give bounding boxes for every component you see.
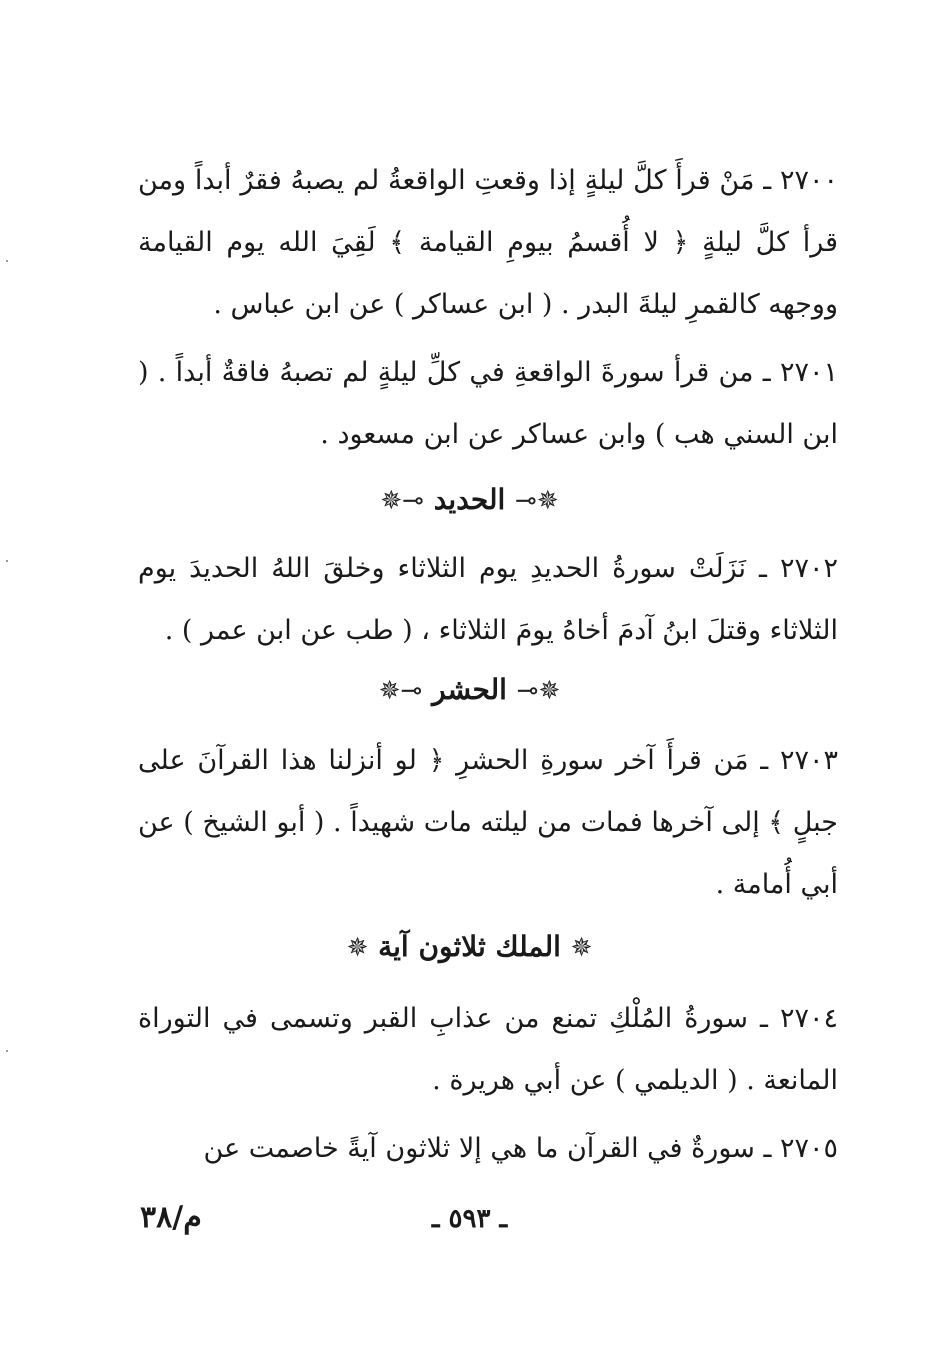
hadith-2701: ٢٧٠١ ـ من قرأ سورةَ الواقعةِ في كلِّ ليلةٍ لم تصبهُ فاقةٌ أبداً . ( ابن السني هب ) وابن عساكر عن ابن مسعود .: [138, 357, 838, 450]
ornament-left: ⊸✵: [378, 676, 423, 706]
signature-mark: م/٣٨: [140, 1200, 202, 1235]
hadith-2700: ٢٧٠٠ ـ مَنْ قرأَ كلَّ ليلةٍ إذا وقعتِ الواقعةُ لم يصبهُ فقرٌ أبداً ومن قرأ كلَّ ليلةٍ ﴿ لا أُقسمُ بيومِ القيامة ﴾ لَقِيَ الله يوم القيامة ووجهه كالقمرِ ليلةَ البدر . ( ابن عساكر ) عن ابن عباس .: [138, 165, 838, 320]
section-heading-mulk: [0, 922, 939, 973]
section-heading-hadid: [0, 475, 939, 526]
hadith-2703: ٢٧٠٣ ـ مَن قرأَ آخر سورةِ الحشرِ ﴿ لو أنزلنا هذا القرآنَ على جبلٍ ﴾ إلى آخرها فمات من ليلته مات شهيداً . ( أبو الشيخ ) عن أبي أُمامة .: [138, 745, 838, 900]
ornament-left: ✵: [346, 933, 369, 963]
margin-mark: [6, 560, 8, 562]
hadith-2702: ٢٧٠٢ ـ نَزَلَتْ سورةُ الحديدِ يوم الثلاثاء وخلقَ اللهُ الحديدَ يوم الثلاثاء وقتلَ ابنُ آدمَ أخاهُ يومَ الثلاثاء ، ( طب عن ابن عمر ) .: [138, 553, 838, 646]
ornament-right: ✵: [570, 933, 593, 963]
heading-text: الحشر: [432, 673, 507, 706]
ornament-right: ✵⟜: [516, 676, 561, 706]
hadith-2704: ٢٧٠٤ ـ سورةُ المُلْكِ تمنع من عذابِ القبر وتسمى في التوراة المانعة . ( الديلمي ) عن أبي هريرة .: [138, 1003, 838, 1096]
heading-text: الحديد: [433, 483, 506, 516]
page-number: ـ ٥٩٣ ـ: [431, 1204, 508, 1234]
ornament-left: ⊸✵: [380, 486, 424, 516]
hadith-2705: ٢٧٠٥ ـ سورةٌ في القرآن ما هي إلا ثلاثون آيةً خاصمت عن: [203, 1133, 838, 1164]
ornament-right: ✵⟜: [515, 486, 559, 516]
section-heading-hashr: [0, 665, 939, 716]
margin-mark: [6, 1050, 8, 1052]
margin-mark: [6, 260, 8, 262]
heading-text: الملك ثلاثون آية: [378, 930, 561, 963]
